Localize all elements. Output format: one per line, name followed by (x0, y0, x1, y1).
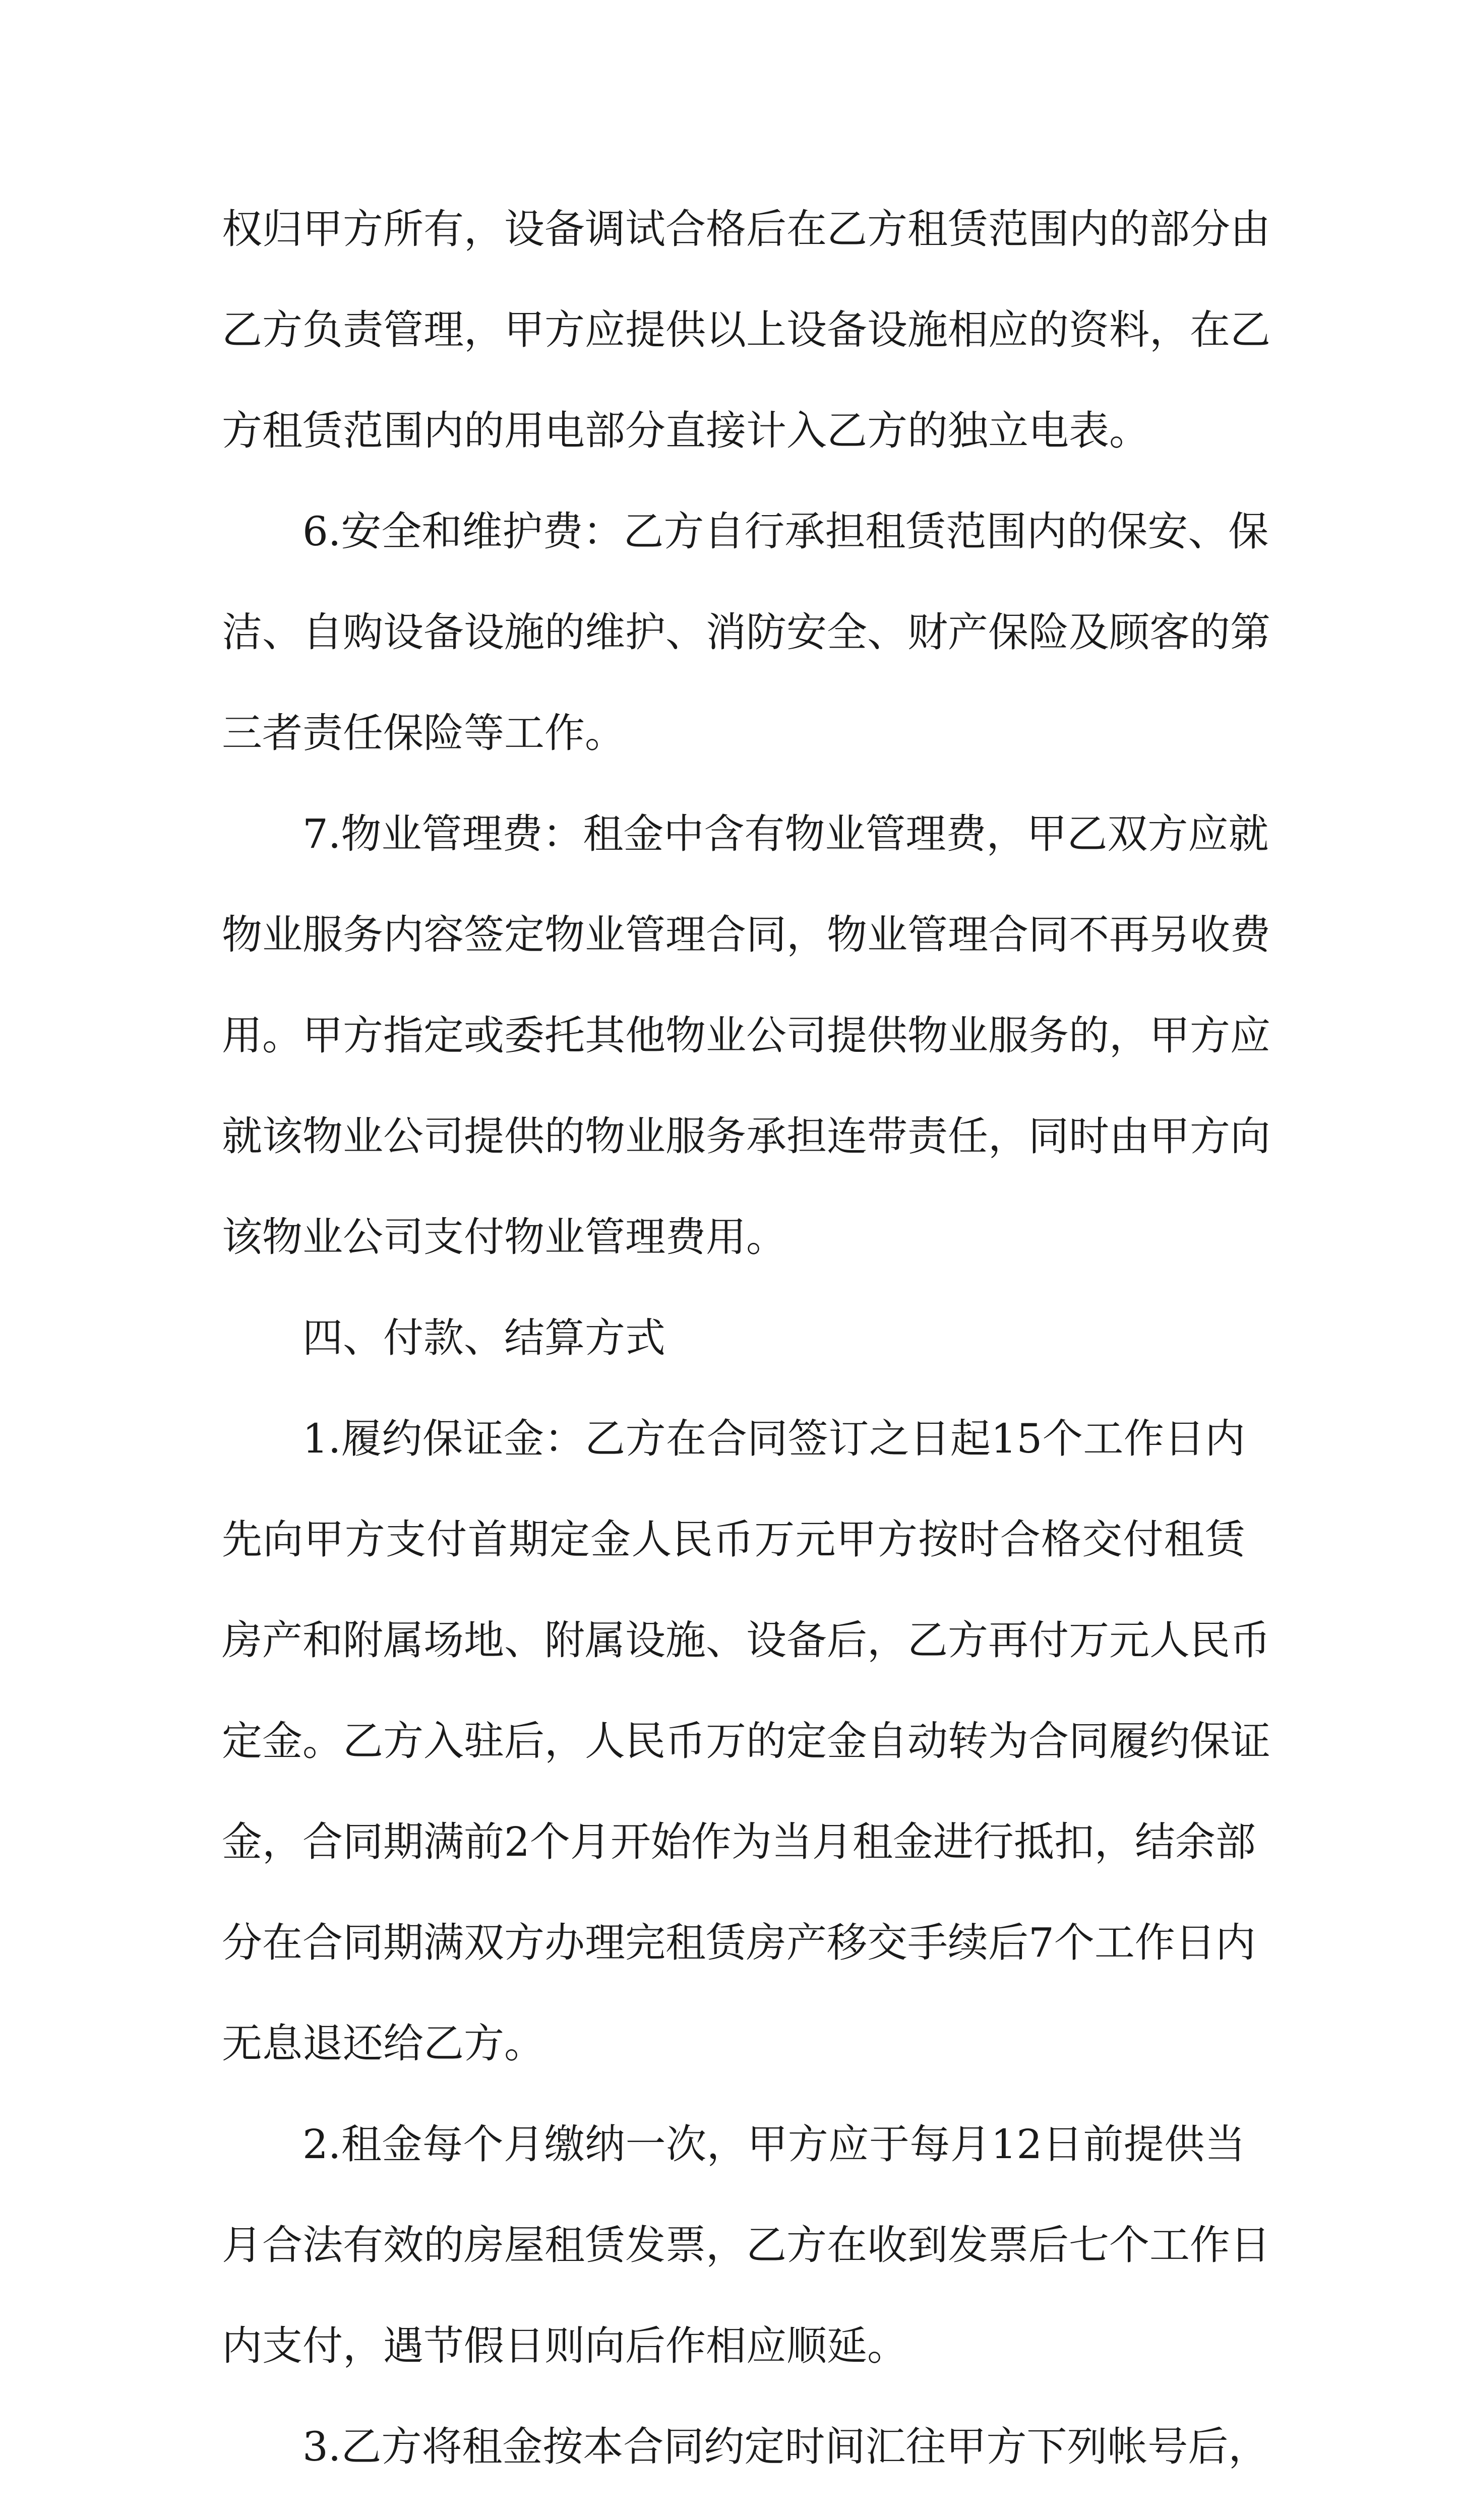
section-heading: 四、付款、结算方式 (302, 1314, 665, 1361)
text-line: 用。甲方指定或委托其他物业公司提供物业服务的，甲方应 (222, 1012, 1270, 1059)
text-line (222, 2497, 1245, 2520)
paragraph-start-line: 1.履约保证金：乙方在合同签订之日起15个工作日内 (302, 1415, 1245, 1462)
text-line: 方租赁范围内的用电部分直接计入乙方的独立电表。 (222, 407, 1149, 454)
text-line: 权归甲方所有，设备调试合格后在乙方租赁范围内的部分由 (222, 206, 1270, 253)
text-line: 先向甲方支付首期定金人民币万元甲方按时合格交付租赁 (222, 1516, 1245, 1563)
text-line: 定金。乙方入驻后，人民币万的定金自动转为合同履约保证 (222, 1718, 1270, 1765)
document-body (222, 179, 1270, 2520)
text-line: 内支付，遇节假日则向后作相应顺延。 (222, 2322, 907, 2369)
text-line: 乙方负责管理，甲方应提供以上设备设施相应的资料，在乙 (222, 306, 1270, 353)
paragraph-start-line: 6.安全和维护费：乙方自行承担租赁范围内的保安、保 (302, 508, 1269, 555)
text-line: 洁、自购设备设施的维护、消防安全、财产保险及顾客的第 (222, 609, 1270, 656)
paragraph-start-line: 2.租金每个月缴纳一次，甲方应于每月12日前提供当 (302, 2121, 1245, 2168)
paragraph-start-line: 7.物业管理费：租金中含有物业管理费，甲乙双方应就 (302, 810, 1269, 857)
text-line: 该物业公司支付物业管理费用。 (222, 1214, 786, 1261)
text-line: 房产和附属场地、附属设施、设备后，乙方再付万元人民币 (222, 1617, 1270, 1664)
text-line: 分在合同期满双方办理完租赁房产移交手续后7个工作日内 (222, 1919, 1256, 1966)
paragraph-start-line: 3.乙方将租金按本合同约定时间汇往甲方下列帐号后， (302, 2423, 1269, 2470)
text-line: 就该物业公司提供的物业服务承担连带责任，同时由甲方向 (222, 1113, 1270, 1160)
text-line: 月合法有效的房屋租赁发票，乙方在收到发票后七个工作日 (222, 2222, 1270, 2269)
text-line: 物业服务内容签定物业管理合同，物业管理合同不再另收费 (222, 911, 1270, 958)
text-line: 三者责任保险等工作。 (222, 710, 625, 757)
text-line: 金，合同期满前2个月开始作为当月租金进行抵扣，结余部 (222, 1818, 1256, 1865)
text-line: 无息退还给乙方。 (222, 2020, 544, 2067)
